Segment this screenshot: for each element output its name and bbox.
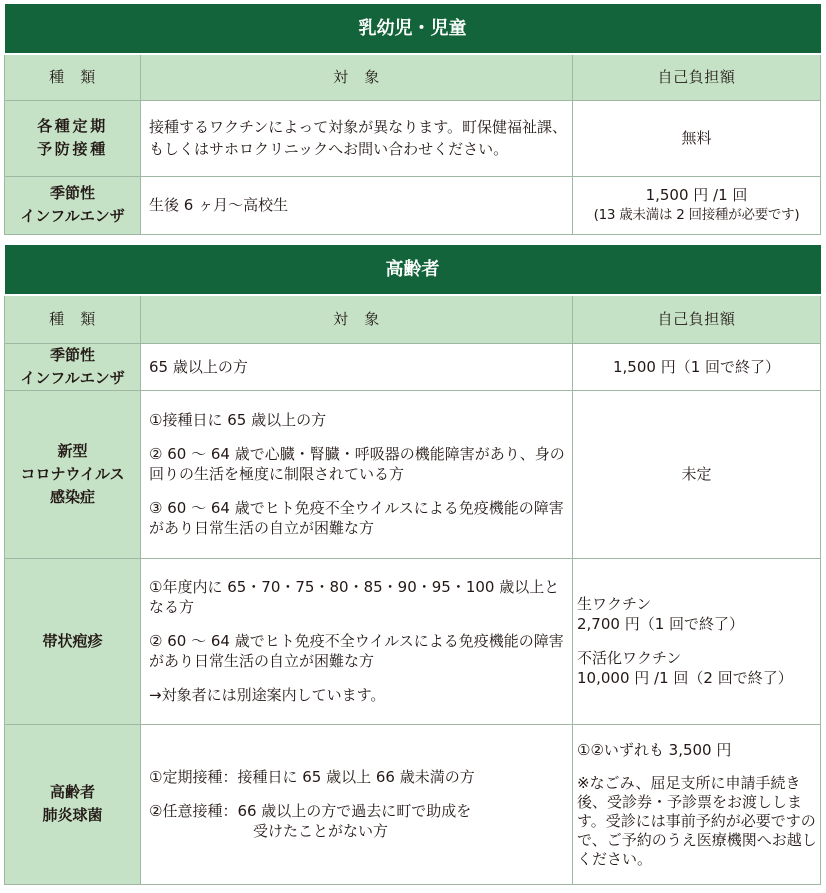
type-cell — [5, 343, 141, 390]
target-text: ①年度内に 65・70・75・80・85・90・95・100 歳以上となる方 — [149, 578, 560, 616]
fee-text: 10,000 円 /1 回（2 回で終了） — [577, 669, 793, 687]
target-text: →対象者には別途案内しています。 — [149, 686, 386, 704]
type-label: 各種定期 — [37, 117, 108, 135]
fee-text: 生ワクチン — [577, 595, 652, 613]
type-label: 肺炎球菌 — [42, 806, 103, 824]
fee-cell — [573, 390, 821, 558]
target-text: ② 60 ～ 64 歳で心臓・腎臓・呼吸器の機能障害があり、身の回りの生活を極度に制限されている方 — [149, 445, 565, 483]
fee-text: 不活化ワクチン — [577, 649, 682, 667]
section-title-children: 乳幼児・児童 — [5, 4, 821, 54]
type-cell — [5, 100, 141, 176]
target-text: ② 60 ～ 64 歳でヒト免疫不全ウイルスによる免疫機能の障害があり日常生活の自立が困難な方 — [149, 632, 564, 670]
type-cell — [5, 558, 141, 724]
fee-cell — [573, 724, 821, 884]
header-target: 対 象 — [141, 54, 573, 100]
fee-text: 無料 — [681, 129, 712, 147]
header-fee: 自己負担額 — [573, 295, 821, 343]
fee-text: ①②いずれも 3,500 円 — [577, 740, 732, 759]
header-fee: 自己負担額 — [573, 54, 821, 100]
type-cell — [5, 176, 141, 234]
header-target: 対 象 — [141, 295, 573, 343]
table-row — [5, 724, 821, 884]
fee-note: ※なごみ、屈足支所に申請手続き後、受診券・予診票をお渡しします。受診には事前予約が必要ですので、ご予約のうえ医療機関へお越しください。 — [577, 773, 817, 868]
fee-cell — [573, 176, 821, 234]
type-label: インフルエンザ — [20, 368, 125, 387]
table-row — [5, 558, 821, 724]
fee-cell — [573, 343, 821, 390]
target-cell — [141, 390, 573, 558]
fee-text: 1,500 円（1 回で終了） — [612, 357, 781, 376]
table-row — [5, 343, 821, 390]
type-label: 高齢者 — [49, 783, 95, 801]
fee-text: 1,500 円 /1 回 — [645, 186, 748, 204]
table-row — [5, 176, 821, 234]
target-cell — [141, 343, 573, 390]
type-label: インフルエンザ — [20, 207, 125, 225]
target-text: 65 歳以上の方 — [149, 357, 248, 376]
table-row — [5, 100, 821, 176]
target-text: 接種するワクチンによって対象が異なります。町保健福祉課、もしくはサホロクリニックへお問い合わせください。 — [149, 118, 568, 158]
type-label: 感染症 — [49, 487, 95, 506]
target-cell — [141, 724, 573, 884]
type-label: コロナウイルス — [20, 464, 125, 483]
target-cell — [141, 558, 573, 724]
table-row — [5, 390, 821, 558]
elderly-vaccine-table — [4, 245, 821, 885]
target-cell — [141, 100, 573, 176]
type-label: 新型 — [57, 441, 88, 460]
type-label: 季節性 — [49, 345, 95, 364]
type-label: 季節性 — [49, 184, 95, 202]
fee-text: 2,700 円（1 回で終了） — [577, 615, 745, 633]
type-cell — [5, 724, 141, 884]
fee-cell — [573, 558, 821, 724]
type-cell — [5, 390, 141, 558]
target-text: ②任意接種：66 歳以上の方で過去に町で助成を — [149, 802, 472, 820]
target-text: 受けたことがない方 — [253, 822, 389, 840]
fee-text: 未定 — [681, 465, 712, 483]
target-cell — [141, 176, 573, 234]
fee-note: (13 歳未満は 2 回接種が必要です) — [593, 207, 800, 223]
type-label: 予防接種 — [37, 140, 108, 158]
header-type: 種 類 — [5, 295, 141, 343]
target-text: 生後 6 ヶ月～高校生 — [149, 196, 289, 214]
type-label: 帯状疱疹 — [42, 631, 103, 650]
header-type: 種 類 — [5, 54, 141, 100]
fee-cell — [573, 100, 821, 176]
target-text: ①定期接種：接種日に 65 歳以上 66 歳未満の方 — [149, 768, 475, 786]
target-text: ①接種日に 65 歳以上の方 — [149, 411, 327, 429]
children-vaccine-table — [4, 4, 821, 235]
target-text: ③ 60 ～ 64 歳でヒト免疫不全ウイルスによる免疫機能の障害があり日常生活の自立が困難な方 — [149, 499, 564, 537]
section-title-elderly: 高齢者 — [5, 245, 821, 295]
